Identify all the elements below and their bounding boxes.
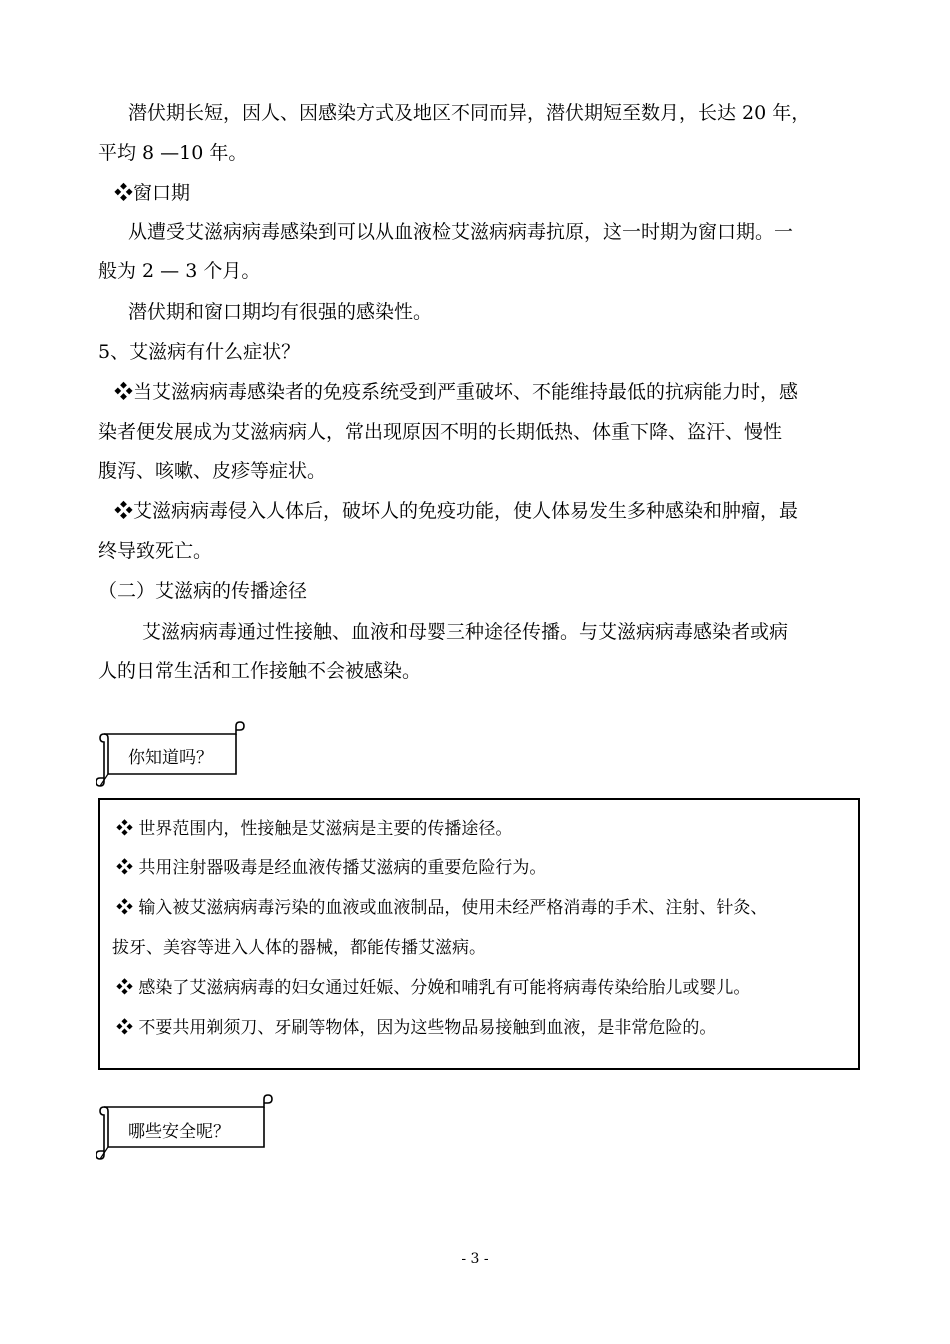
symptom-bullet-1-line2: 染者便发展成为艾滋病病人，常出现原因不明的长期低热、体重下降、盗汗、慢性 xyxy=(98,421,783,443)
symptom-bullet-2-line1: ❖艾滋病病毒侵入人体后，破坏人的免疫功能，使人体易发生多种感染和肿瘤，最 xyxy=(114,500,799,522)
symptom-bullet-2-line2: 终导致死亡。 xyxy=(98,540,213,562)
symptom-bullet-1-line1: ❖当艾滋病病毒感染者的免疫系统受到严重破坏、不能维持最低的抗病能力时，感 xyxy=(114,381,799,403)
fact-item-3-line1: ❖ 输入被艾滋病病毒污染的血液或血液制品，使用未经严格消毒的手术、注射、针灸、 xyxy=(116,898,768,918)
fact-item-2: ❖ 共用注射器吸毒是经血液传播艾滋病的重要危险行为。 xyxy=(116,858,547,878)
transmission-paragraph-line1: 艾滋病病毒通过性接触、血液和母婴三种途径传播。与艾滋病病毒感染者或病 xyxy=(142,621,789,643)
section-2-heading: （二）艾滋病的传播途径 xyxy=(98,580,308,602)
transmission-paragraph-line2: 人的日常生活和工作接触不会被感染。 xyxy=(98,660,422,682)
fact-item-1: ❖ 世界范围内，性接触是艾滋病是主要的传播途径。 xyxy=(116,819,513,839)
paragraph-incubation-line1: 潜伏期长短，因人、因感染方式及地区不同而异，潜伏期短至数月，长达 20 年， xyxy=(128,102,811,124)
paragraph-incubation-line2: 平均 8 —10 年。 xyxy=(98,142,248,164)
fact-item-4: ❖ 感染了艾滋病病毒的妇女通过妊娠、分娩和哺乳有可能将病毒传染给胎儿或婴儿。 xyxy=(116,978,751,998)
page-number: - 3 - xyxy=(461,1251,489,1267)
did-you-know-label: 你知道吗？ xyxy=(128,748,213,768)
did-you-know-scroll xyxy=(96,720,248,790)
facts-box xyxy=(98,798,860,1070)
paragraph-window-line1: 从遭受艾滋病病毒感染到可以从血液检艾滋病病毒抗原，这一时期为窗口期。一 xyxy=(128,221,794,243)
paragraph-infectivity: 潜伏期和窗口期均有很强的感染性。 xyxy=(128,301,433,323)
what-is-safe-scroll xyxy=(96,1093,276,1163)
fact-item-5: ❖ 不要共用剃须刀、牙刷等物体，因为这些物品易接触到血液，是非常危险的。 xyxy=(116,1018,717,1038)
what-is-safe-label: 哪些安全呢？ xyxy=(128,1122,230,1142)
fact-item-3-line2: 拔牙、美容等进入人体的器械，都能传播艾滋病。 xyxy=(112,938,486,958)
symptom-bullet-1-line3: 腹泻、咳嗽、皮疹等症状。 xyxy=(98,460,327,482)
paragraph-window-line2: 般为 2 — 3 个月。 xyxy=(98,260,261,282)
window-period-heading: ❖窗口期 xyxy=(114,182,191,204)
question-5-heading: 5、艾滋病有什么症状？ xyxy=(98,341,301,363)
